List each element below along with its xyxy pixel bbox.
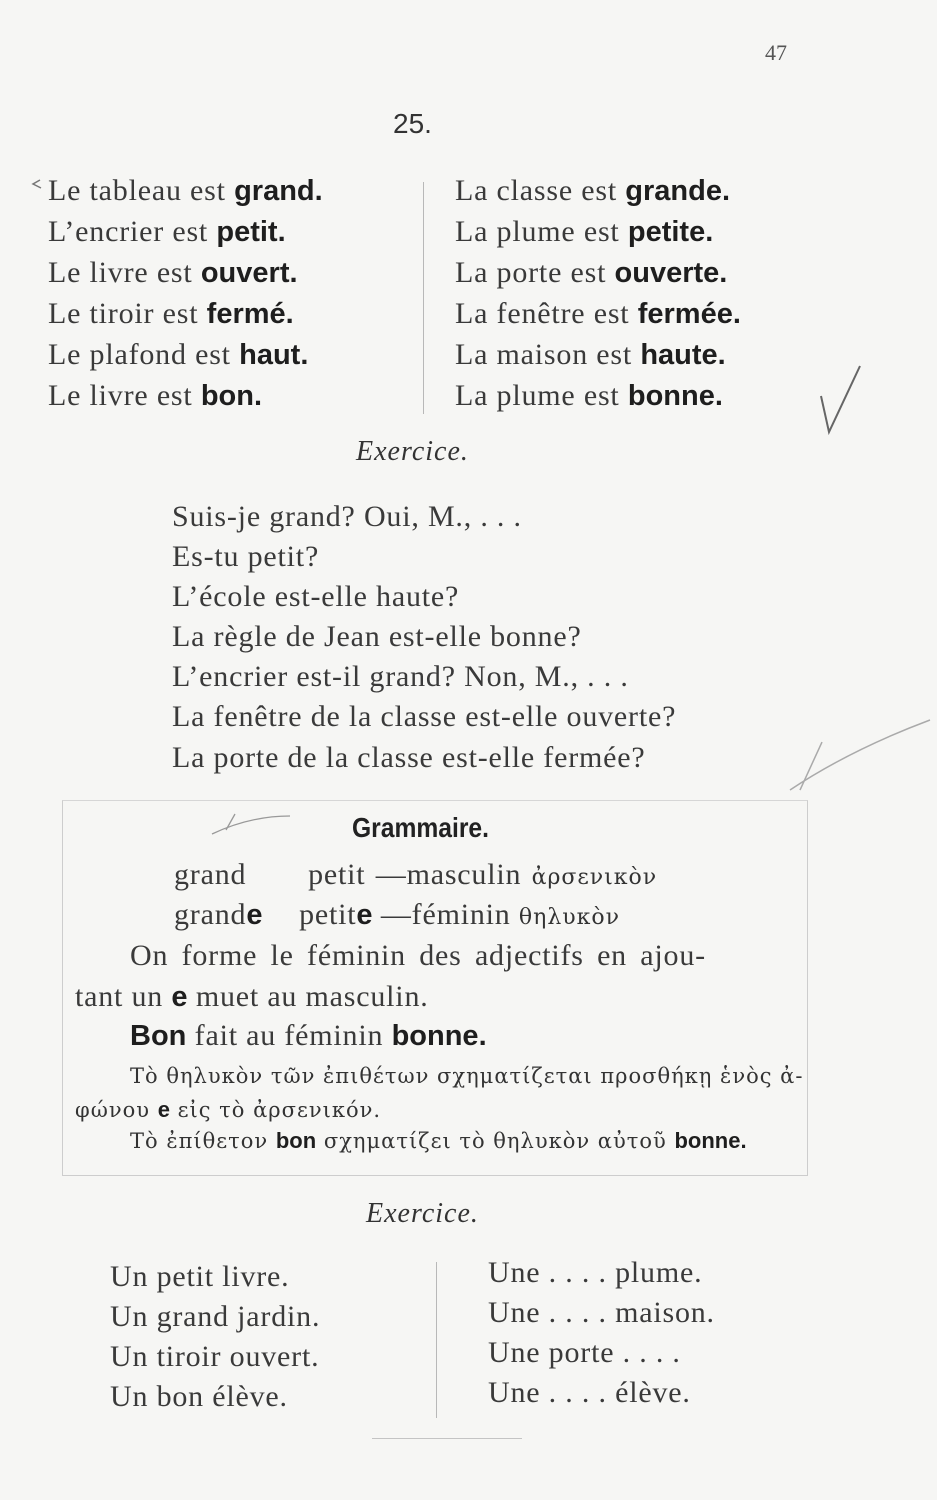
exercise-phrase: Un bon élève.: [110, 1380, 288, 1413]
exercise-question: L’école est-elle haute?: [172, 580, 460, 613]
exercise-phrase: Un grand jardin.: [110, 1300, 321, 1333]
greek-rule: φώνου e εἰς τὸ ἀρσενικόν.: [75, 1097, 382, 1122]
grammar-feminine-row: grande petite —féminin θηλυκὸν: [174, 898, 621, 931]
grammar-bon-rule: Bon fait au féminin bonne.: [130, 1019, 487, 1052]
exercise-phrase: Une . . . . plume.: [488, 1256, 703, 1289]
masc-sentence: Le plafond est haut.: [48, 338, 309, 371]
fem-sentence: La fenêtre est fermée.: [455, 297, 741, 330]
exercise-phrase: Une . . . . élève.: [488, 1376, 691, 1409]
masc-sentence: Le livre est bon.: [48, 379, 263, 412]
grammar-heading: Grammaire.: [352, 812, 489, 843]
fem-sentence: La porte est ouverte.: [455, 256, 728, 289]
masc-sentence: L’encrier est petit.: [48, 215, 286, 248]
grammar-rule: On forme le féminin des adjectifs en ajou-: [130, 939, 706, 972]
exercise-question: La règle de Jean est-elle bonne?: [172, 620, 582, 653]
fem-sentence: La plume est petite.: [455, 215, 714, 248]
exercise-heading: Exercice.: [356, 436, 469, 467]
lesson-number: 25.: [393, 108, 432, 139]
grammar-masculine-row: grand petit —masculin ἀρσενικὸν: [174, 858, 658, 891]
fem-sentence: La maison est haute.: [455, 338, 726, 371]
exercise-phrase: Une . . . . maison.: [488, 1296, 715, 1329]
masc-sentence: Le livre est ouvert.: [48, 256, 298, 289]
exercise-question: La porte de la classe est-elle fermée?: [172, 741, 646, 774]
greek-bon-rule: Τὸ ἐπίθετον bon σχηματίζει τὸ θηλυκὸν αὐτοῦ bonne.: [130, 1128, 747, 1153]
fem-sentence: La classe est grande.: [455, 174, 731, 207]
page-number: 47: [765, 40, 787, 65]
exercise-question: L’encrier est-il grand? Non, M., . . .: [172, 660, 629, 693]
exercise-question: Suis-je grand? Oui, M., . . .: [172, 500, 522, 533]
exercise-question: La fenêtre de la classe est-elle ouverte?: [172, 700, 677, 733]
exercise-phrase: Un tiroir ouvert.: [110, 1340, 320, 1373]
exercise-phrase: Un petit livre.: [110, 1260, 290, 1293]
exercise-heading: Exercice.: [366, 1198, 479, 1229]
greek-rule: Τὸ θηλυκὸν τῶν ἐπιθέτων σχηματίζεται προσθήκῃ ἑνὸς ἀ-: [130, 1064, 804, 1088]
masc-sentence: Le tableau est grand.: [48, 174, 323, 207]
exercise-phrase: Une porte . . . .: [488, 1336, 681, 1369]
fem-sentence: La plume est bonne.: [455, 379, 723, 412]
exercise-question: Es-tu petit?: [172, 540, 320, 573]
masc-sentence: Le tiroir est fermé.: [48, 297, 294, 330]
grammar-rule: tant un e muet au masculin.: [75, 980, 429, 1013]
